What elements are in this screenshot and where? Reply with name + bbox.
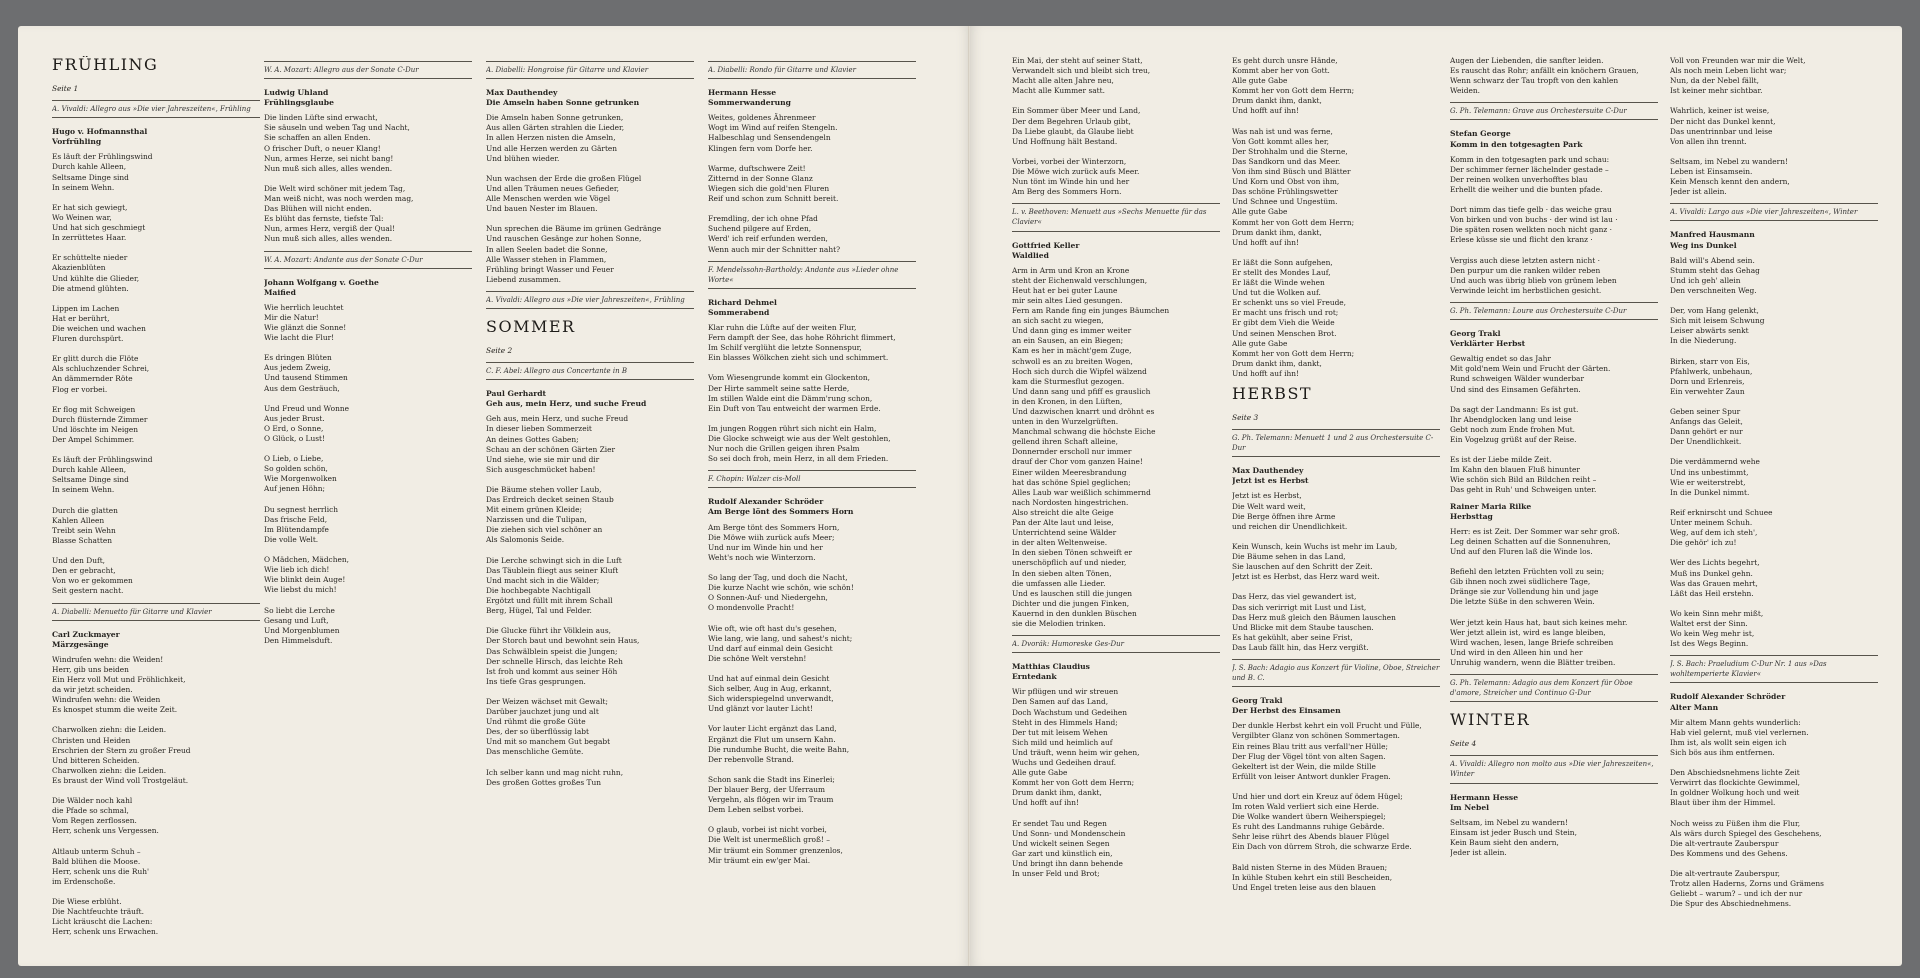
music-credit: W. A. Mozart: Allegro aus der Sonate C-Dur	[264, 61, 472, 79]
poem-author: Stefan George	[1450, 129, 1511, 139]
poem-title: Herbsttag	[1450, 511, 1493, 521]
poem-text: Komm in den totgesagten park und schau: Der schimmer ferner lächelnder gestade – Der reinen wolken unverhofftes blau Erhellt die weiher und die bunten pfade. Dort nimm das tiefe gelb · das weiche grau Von birken und von buchs · der wind ist lau · Die späten rosen welkten noch nicht ganz · Erlese küsse sie und flicht den kranz · Vergiss auch diese letzten astern nicht · Den purpur um die ranken wilder reben Und auch was übrig blieb von grünem leben Verwinde leicht im herbstlichen gesicht.	[1450, 154, 1618, 295]
poem-author: Max Dauthendey	[486, 88, 558, 98]
season-heading-sommer: SOMMER	[486, 316, 576, 336]
poem-text: Seltsam, im Nebel zu wandern! Einsam ist jeder Busch und Stein, Kein Baum sieht den andern, Jeder ist allein.	[1450, 817, 1577, 857]
poem-author: Hugo v. Hofmannsthal	[52, 127, 148, 137]
poem-text: Gewaltig endet so das Jahr Mit gold'nem Wein und Frucht der Gärten. Rund schweigen Wälder wunderbar Und sind des Einsamen Gefährten. Da sagt der Landmann: Es ist gut. Ihr Abendglocken lang und leise Gebt noch zum Ende frohen Mut. Ein Vogelzug grüßt auf der Reise. Es ist der Liebe milde Zeit. Im Kahn den blauen Fluß hinunter Wie schön sich Bild an Bildchen reiht – Das geht in Ruh' und Schweigen unter.	[1450, 354, 1611, 495]
poem-title: Märzgesänge	[52, 639, 109, 649]
poem-author: Georg Trakl	[1232, 696, 1283, 706]
side-label: Seite 1	[52, 84, 79, 93]
poem-text: Arm in Arm und Kron an Krone steht der Eichenwald verschlungen, Heut hat er bei guter Laune mir sein altes Lied gesungen. Fern am Rande fing ein junges Bäumchen an sich sacht zu wiegen, Und dann ging es immer weiter an ein Sausen, an ein Biegen; Kam es her in mächt'gem Zuge, schwoll es an zu breiten Wogen, Hoch sich durch die Wipfel wälzend kam die Sturmesflut gezogen. Und dann sang und pfiff es grauslich in den Kronen, in den Lüften, Und dazwischen knarrt und dröhnt es unten in den Wurzelgrüften. Manchmal schwang die höchste Eiche gellend ihren Schaft alleine, Donnernder erscholl nur immer drauf der Chor vom ganzen Haine! Einer wilden Meeresbrandung hat das schöne Spiel geglichen; Alles Laub war weißlich schimmernd nach Nordosten hingestrichen. Also streicht die alte Geige Pan der Alte laut und leise, Unterrichtend seine Wälder in der alten Weltenweise. In den sieben Tönen schweift er unerschöpflich auf und nieder, In den sieben alten Tönen, die umfassen alle Lieder. Und es lauschen still die jungen Dichter und die jungen Finken, Kauernd in den dunklen Büschen sie die Melodien trinken.	[1012, 265, 1170, 628]
music-credit: F. Chopin: Walzer cis-Moll	[708, 470, 916, 488]
poem-text: Voll von Freunden war mir die Welt, Als noch mein Leben licht war; Nun, da der Nebel fällt, Ist keiner mehr sichtbar. Wahrlich, keiner ist weise, Der nicht das Dunkel kennt, Das unentrinnbar und leise Von allen ihn trennt. Seltsam, im Nebel zu wandern! Leben ist Einsamsein. Kein Mensch kennt den andern, Jeder ist allein.	[1670, 56, 1806, 197]
poem-title: Im Nebel	[1450, 802, 1490, 812]
poem-author: Max Dauthendey	[1232, 466, 1304, 476]
poem-text: Die Amseln haben Sonne getrunken, Aus allen Gärten strahlen die Lieder, In allen Herzen nisten die Amseln, Und alle Herzen werden zu Gärten Und blühen wieder. Nun wachsen der Erde die großen Flügel Und allen Träumen neues Gefieder, Alle Menschen werden wie Vögel Und bauen Nester im Blauen. Nun sprechen die Bäume im grünen Gedränge Und rauschen Gesänge zur hohen Sonne, In allen Seelen badet die Sonne, Alle Wasser stehen in Flammen, Frühling bringt Wasser und Feuer Liebend zusammen.	[486, 113, 662, 284]
poem-title: Frühlingsglaube	[264, 98, 334, 108]
season-heading-fruehling: FRÜHLING	[52, 56, 159, 74]
poem-text: Es läuft der Frühlingswind Durch kahle Alleen, Seltsame Dinge sind In seinem Wehn. Er hat sich gewiegt, Wo Weinen war, Und hat sich geschmiegt In zerrüttetes Haar. Er schüttelte nieder Akazienblüten Und kühlte die Glieder, Die atmend glühten. Lippen im Lachen Hat er berührt, Die weichen und wachen Fluren durchspürt. Er glitt durch die Flöte Als schluchzender Schrei, An dämmernder Röte Flog er vorbei. Er flog mit Schweigen Durch flüsternde Zimmer Und löschte im Neigen Der Ampel Schimmer. Es läuft der Frühlingswind Durch kahle Alleen, Seltsame Dinge sind In seinem Wehn. Durch die glatten Kahlen Alleen Treibt sein Wehn Blasse Schatten Und den Duft, Den er gebracht, Von wo er gekommen Seit gestern nacht.	[52, 152, 153, 596]
music-credit: J. S. Bach: Praeludium C-Dur Nr. 1 aus »Das wohltemperierte Klavier«	[1670, 655, 1878, 683]
side-label: Seite 3	[1232, 413, 1259, 422]
music-credit: A. Diabelli: Rondo für Gitarre und Klavier	[708, 61, 916, 79]
poem-text: Weites, goldenes Ährenmeer Wogt im Wind auf reifen Stengeln. Halbeschlag und Sensendengeln Klingen fern vom Dorfe her. Warme, duftschwere Zeit! Zitternd in der Sonne Glanz Wiegen sich die gold'nen Fluren Reif und schon zum Schnitt bereit. Fremdling, der ich ohne Pfad Suchend pilgere auf Erden, Werd' ich reif erfunden werden, Wenn auch mir der Schnitter naht?	[708, 113, 841, 254]
poem-author: Paul Gerhardt	[486, 389, 547, 399]
poem-text: Es geht durch unsre Hände, Kommt aber her von Gott. Alle gute Gabe Kommt her von Gott dem Herrn; Drum dankt ihm, dankt, Und hofft auf ihn! Was nah ist und was ferne, Von Gott kommt alles her, Der Strohhalm und die Sterne, Das Sandkorn und das Meer. Von ihm sind Büsch und Blätter Und Korn und Obst von ihm, Das schöne Frühlingswetter Und Schnee und Ungestüm. Alle gute Gabe Kommt her von Gott dem Herrn; Drum dankt ihm, dankt, Und hofft auf ihn! Er läßt die Sonn aufgehen, Er stellt des Mondes Lauf, Er läßt die Winde wehen Und tut die Wolken auf. Er schenkt uns so viel Freude, Er macht uns frisch und rot; Er gibt dem Vieh die Weide Und seinen Menschen Brot. Alle gute Gabe Kommt her von Gott dem Herrn; Drum dankt ihm, dankt, Und hofft auf ihn!	[1232, 56, 1355, 378]
column-6	[1232, 56, 1440, 956]
poem-title: Die Amseln haben Sonne getrunken	[486, 98, 640, 108]
column-2	[264, 56, 472, 956]
music-credit: W. A. Mozart: Andante aus der Sonate C-Dur	[264, 251, 472, 269]
poem-title: Der Herbst des Einsamen	[1232, 706, 1341, 716]
poem-title: Jetzt ist es Herbst	[1232, 476, 1309, 486]
poem-text: Herr: es ist Zeit. Der Sommer war sehr groß. Leg deinen Schatten auf die Sonnenuhren, Und auf den Fluren laß die Winde los. Befiehl den letzten Früchten voll zu sein; Gib ihnen noch zwei südlichere Tage, Dränge sie zur Vollendung hin und jage Die letzte Süße in den schweren Wein. Wer jetzt kein Haus hat, baut sich keines mehr. Wer jetzt allein ist, wird es lange bleiben, Wird wachen, lesen, lange Briefe schreiben Und wird in den Alleen hin und her Unruhig wandern, wenn die Blätter treiben.	[1450, 526, 1628, 667]
music-credit: G. Ph. Telemann: Adagio aus dem Konzert für Oboe d'amore, Streicher und Continuo G-Dur	[1450, 674, 1658, 702]
column-3	[486, 56, 694, 956]
music-credit: A. Diabelli: Menuetto für Gitarre und Klavier	[52, 603, 260, 621]
music-credit: A. Vivaldi: Largo aus »Die vier Jahreszeiten«, Winter	[1670, 203, 1878, 221]
poem-author: Ludwig Uhland	[264, 88, 329, 98]
poem-text: Ein Mai, der steht auf seiner Statt, Verwandelt sich und bleibt sich treu, Macht alle alten Jahre neu, Macht alle Kummer satt. Ein Sommer über Meer und Land, Der dem Begehren Urlaub gibt, Da Liebe glaubt, da Glaube liebt Und Hoffnung hält Bestand. Vorbei, vorbei der Winterzorn, Die Möwe wich zurück aufs Meer. Nun tönt im Winde hin und her Am Berg des Sommers Horn.	[1012, 56, 1151, 197]
music-credit: C. F. Abel: Allegro aus Concertante in B	[486, 362, 694, 380]
poem-text: Am Berge tönt des Sommers Horn, Die Möwe wiih zurück aufs Meer; Und nur im Winde hin und her Weht's noch wie Winterzorn. So lang der Tag, und doch die Nacht, Die kurze Nacht wie schön, wie schön! O Sonnen-Auf- und Niedergehn, O mondenvolle Pracht! Wie oft, wie oft hast du's gesehen, Wie lang, wie lang, und sahest's nicht; Und darf auf einmal dein Gesicht Die schöne Welt verstehn! Und hat auf einmal dein Gesicht Sich selber, Aug in Aug, erkannt, Sich widerspiegelnd unverwandt, Und glänzt vor lauter Licht! Vor lauter Licht ergänzt das Land, Ergänzt die Flut um unsern Kahn. Die rundumhe Bucht, die weite Bahn, Der rebenvolle Strand. Schon sank die Stadt ins Einerlei; Der blauer Berg, der Uferraum Vergehn, als flögen wir im Traum Dem Leben selbst vorbei. O glaub, vorbei ist nicht vorbei, Die Welt ist unermeßlich groß! – Mir träumt ein Sommer grenzenlos, Mir träumt ein ew'ger Mai.	[708, 522, 854, 865]
music-credit: L. v. Beethoven: Menuett aus »Sechs Menuette für das Clavier«	[1012, 203, 1220, 231]
poem-author: Hermann Hesse	[1450, 792, 1519, 802]
poem-author: Hermann Hesse	[708, 88, 777, 98]
poem-title: Maified	[264, 287, 296, 297]
poem-title: Am Berge lönt des Sommers Horn	[708, 507, 854, 517]
poem-author: Rudolf Alexander Schröder	[1670, 692, 1786, 702]
poem-title: Verklärter Herbst	[1450, 339, 1526, 349]
music-credit: G. Ph. Telemann: Grave aus Orchestersuite C-Dur	[1450, 102, 1658, 120]
column-8	[1670, 56, 1878, 956]
poem-title: Weg ins Dunkel	[1670, 240, 1737, 250]
poem-text: Die linden Lüfte sind erwacht, Sie säuseln und weben Tag und Nacht, Sie schaffen an allen Enden. O frischer Duft, o neuer Klang! Nun, armes Herze, sei nicht bang! Nun muß sich alles, alles wenden. Die Welt wird schöner mit jedem Tag, Man weiß nicht, was noch werden mag, Das Blühen will nicht enden. Es blüht das fernste, tiefste Tal: Nun, armes Herz, vergiß der Qual! Nun muß sich alles, alles wenden.	[264, 113, 414, 244]
poem-author: Johann Wolfgang v. Goethe	[264, 277, 379, 287]
poem-text: Jetzt ist es Herbst, Die Welt ward weit, Die Berge öffnen ihre Arme und reichen dir Unendlichkeit. Kein Wunsch, kein Wuchs ist mehr im Laub, Die Bäume sehen in das Land, Sie lauschen auf den Schritt der Zeit. Jetzt ist es Herbst, das Herz ward weit. Das Herz, das viel gewandert ist, Das sich verirrigt mit Lust und List, Das Herz muß gleich den Bäumen lauschen Und Blicke mit dem Staube tauschen. Es hat gekühlt, aber seine Frist, Das Laub fällt hin, das Herz vergißt.	[1232, 491, 1398, 652]
poem-text: Wie herrlich leuchtet Mir die Natur! Wie glänzt die Sonne! Wie lacht die Flur! Es dringen Blüten Aus jedem Zweig, Und tausend Stimmen Aus dem Gesträuch, Und Freud und Wonne Aus jeder Brust. O Erd, o Sonne, O Glück, o Lust! O Lieb, o Liebe, So golden schön, Wie Morgenwolken Auf jenen Höhn; Du segnest herrlich Das frische Feld, Im Blütendampfe Die volle Welt. O Mädchen, Mädchen, Wie lieb ich dich! Wie blinkt dein Auge! Wie liebst du mich! So liebt die Lerche Gesang und Luft, Und Morgenblumen Den Himmelsduft.	[264, 302, 349, 645]
music-credit: A. Diabelli: Hongroise für Gitarre und Klavier	[486, 61, 694, 79]
music-credit: A. Vivaldi: Allegro aus »Die vier Jahreszeiten«, Frühling	[486, 291, 694, 309]
poem-author: Georg Trakl	[1450, 329, 1501, 339]
poem-title: Geh aus, mein Herz, und suche Freud	[486, 399, 647, 409]
left-page	[18, 26, 970, 966]
column-4	[708, 56, 916, 956]
column-1	[52, 56, 260, 956]
music-credit: G. Ph. Telemann: Menuett 1 und 2 aus Orchestersuite C-Dur	[1232, 429, 1440, 457]
music-credit: G. Ph. Telemann: Loure aus Orchestersuite C-Dur	[1450, 302, 1658, 320]
poem-text: Klar ruhn die Lüfte auf der weiten Flur, Fern dampft der See, das hohe Röhricht flimmert, Im Schilf verglüht die letzte Sonnenspur, Ein blasses Wölkchen zieht sich und schimmert. Vom Wiesengrunde kommt ein Glockenton, Der Hirte sammelt seine satte Herde, Im stillen Walde eint die Dämm'rung schon, Ein Duft von Tau entweicht der warmen Erde. Im jungen Roggen rührt sich nicht ein Halm, Die Glocke schweigt wie aus der Welt gestohlen, Nur noch die Grillen geigen ihren Psalm So sei doch froh, mein Herz, in all dem Frieden.	[708, 322, 896, 464]
poem-title: Sommerabend	[708, 307, 770, 317]
poem-text: Geh aus, mein Herz, und suche Freud In dieser lieben Sommerzeit An deines Gottes Gaben; Schau an der schönen Gärten Zier Und siehe, wie sie mir und dir Sich ausgeschmücket haben! Die Bäume stehen voller Laub, Das Erdreich decket seinen Staub Mit einem grünen Kleide; Narzissen und die Tulipan, Die ziehen sich viel schöner an Als Salomonis Seide. Die Lerche schwingt sich in die Luft Das Täublein fliegt aus seiner Kluft Und macht sich in die Wälder; Die hochbegabte Nachtigall Ergötzt und füllt mit ihrem Schall Berg, Hügel, Tal und Felder. Die Glucke führt ihr Völklein aus, Der Storch baut und bewohnt sein Haus, Das Schwälblein speist die Jungen; Der schnelle Hirsch, das leichte Reh Ist froh und kommt aus seiner Höh Ins tiefe Gras gesprungen. Der Weizen wächset mit Gewalt; Darüber jauchzet jung und alt Und rühmt die große Güte Des, der so überflüssig labt Und mit so manchem Gut begabt Das menschliche Gemüte. Ich selber kann und mag nicht ruhn, Des großen Gottes großes Tun	[486, 414, 640, 787]
poem-author: Carl Zuckmayer	[52, 629, 120, 639]
poem-title: Alter Mann	[1670, 702, 1719, 712]
poem-title: Komm in den totgesagten Park	[1450, 139, 1583, 149]
poem-author: Gottfried Keller	[1012, 240, 1080, 250]
poem-author: Manfred Hausmann	[1670, 230, 1755, 240]
poem-title: Vorfrühling	[52, 137, 102, 147]
season-heading-winter: WINTER	[1450, 710, 1531, 730]
music-credit: A. Dvorák: Humoreske Ges-Dur	[1012, 635, 1220, 653]
music-credit: J. S. Bach: Adagio aus Konzert für Violine, Oboe, Streicher und B. C.	[1232, 659, 1440, 687]
side-label: Seite 4	[1450, 739, 1477, 749]
poem-author: Richard Dehmel	[708, 297, 777, 307]
poem-author: Matthias Claudius	[1012, 662, 1090, 672]
poem-title: Erntedank	[1012, 672, 1057, 682]
poem-text: Augen der Liebenden, die sanfter leiden. Es rauscht das Rohr; anfällt ein knöchern Grauen, Wenn schwarz der Tau tropft von den kahlen Weiden.	[1450, 56, 1639, 96]
music-credit: A. Vivaldi: Allegro non molto aus »Die vier Jahreszeiten«, Winter	[1450, 755, 1658, 783]
side-label: Seite 2	[486, 345, 513, 355]
poem-text: Bald will's Abend sein. Stumm steht das Gehag Und ich geh' allein Den verschneiten Weg. Der, vom Hang gelenkt, Sich mit leisem Schwung Leiser abwärts senkt In die Niederung. Birken, starr von Eis, Pfahlwerk, unbehaun, Dorn und Erlenreis, Ein verwehter Zaun Geben seiner Spur Anfangs das Geleit, Dann gehört er nur Der Unendlichkeit. Die verdämmernd wehe Und ins unbestimmt, Wie er weiterstrebt, In die Dunkel nimmt. Reif erknirscht und Schuee Unter meinem Schuh. Weg, auf dem ich steh', Die gehör' ich zu! Wer des Lichts begehrt, Muß ins Dunkel gehn. Was das Grauen mehrt, Läßt das Heil erstehn. Wo kein Sinn mehr mißt, Waltet erst der Sinn. Wo kein Weg mehr ist, Ist des Wegs Beginn.	[1670, 255, 1773, 649]
music-credit: A. Vivaldi: Allegro aus »Die vier Jahreszeiten«, Frühling	[52, 100, 260, 118]
right-page	[970, 26, 1902, 966]
poem-author: Rainer Maria Rilke	[1450, 501, 1532, 511]
poem-title: Waldlied	[1012, 250, 1049, 260]
season-heading-herbst: HERBST	[1232, 384, 1313, 403]
poem-author: Rudolf Alexander Schröder	[708, 497, 824, 507]
poem-text: Wir pflügen und wir streuen Den Samen auf das Land, Doch Wachstum und Gedeihen Steht in des Himmels Hand; Der tut mit leisem Wehen Sich mild und heimlich auf Und träuft, wenn heim wir gehen, Wuchs und Gedeihen drauf. Alle gute Gabe Kommt her von Gott dem Herrn; Drum dankt ihm, dankt, Und hofft auf ihn! Er sendet Tau und Regen Und Sonn- und Mondenschein Und wickelt seinen Segen Gar zart und künstlich ein, Und bringt ihn dann behende In unser Feld und Brot;	[1012, 687, 1140, 879]
poem-text: Der dunkle Herbst kehrt ein voll Frucht und Fülle, Vergilbter Glanz von schönen Sommertagen. Ein reines Blau tritt aus verfall'ner Hülle; Der Flug der Vögel tönt von alten Sagen. Gekeltert ist der Wein, die milde Stille Erfüllt von leiser Antwort dunkler Fragen. Und hier und dort ein Kreuz auf ödem Hügel; Im roten Wald verliert sich eine Herde. Die Wolke wandert übern Weiherspiegel; Es ruht des Landmanns ruhige Gebärde. Sehr leise rührt des Abends blauer Flügel Ein Dach von dürrem Stroh, die schwarze Erde. Bald nisten Sterne in des Müden Brauen; In kühle Stuben kehrt ein still Bescheiden, Und Engel treten leise aus den blauen	[1232, 721, 1422, 892]
poem-text: Windrufen wehn: die Weiden! Herr, gib uns beiden Ein Herz voll Mut und Fröhlichkeit, da wir jetzt scheiden. Windrufen wehn: die Weiden Es knospet stumm die weite Zeit. Charwolken ziehn: die Leiden. Christen und Heiden Erschrien der Stern zu großer Freud Und bitteren Scheiden. Charwolken ziehn: die Leiden. Es braust der Wind voll Trostgeläut. Die Wälder noch kahl die Pfade so schmal, Vom Regen zerflossen. Herr, schenk uns Vergessen. Altlaub unterm Schuh – Bald blühen die Moose. Herr, schenk uns die Ruh' im Erdenschoße. Die Wiese erblüht. Die Nachtfeuchte träuft. Licht kräuscht die Lachen: Herr, schenk uns Erwachen.	[52, 654, 191, 937]
poem-title: Sommerwanderung	[708, 98, 791, 108]
music-credit: F. Mendelssohn-Bartholdy: Andante aus »Lieder ohne Worte«	[708, 261, 916, 289]
column-5	[1012, 56, 1220, 956]
column-7	[1450, 56, 1658, 956]
poem-text: Mir altem Mann gehts wunderlich: Hab viel gelernt, muß viel verlernen. Ihm ist, als wollt sein eigen ich Sich bös aus ihm entfernen. Den Abschiedsnehmens lichte Zeit Verwirrt das flockichte Gewimmel, In goldner Wolkung hoch und weit Blaut über ihm der Himmel. Noch weiss zu Füßen ihm die Flur, Als wärs durch Spiegel des Geschehens, Die alt-vertraute Zauberspur Des Kommens und des Gehens. Die alt-vertraute Zauberspur, Trotz allen Haderns, Zorns und Grämens Geliebt – warum? – und ich der nur Die Spur des Abschiednehmens.	[1670, 717, 1824, 909]
